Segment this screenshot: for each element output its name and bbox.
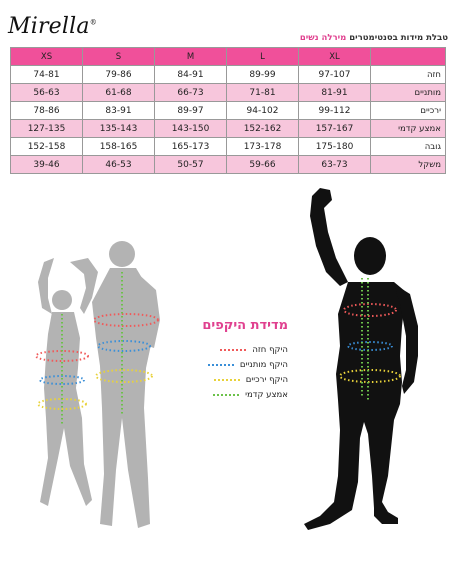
size-table-header: [11, 48, 446, 66]
legend-label: היקף מותניים: [239, 359, 288, 370]
table-cell: 50-57: [155, 156, 227, 174]
table-row: [11, 66, 446, 84]
col-header-s: S: [83, 48, 155, 66]
table-title-prefix: טבלת מידות בסנטימטרים: [349, 33, 448, 43]
table-cell: 81-91: [299, 84, 371, 102]
legend-label: היקף חזה: [252, 344, 288, 355]
green-dotted-line-icon: [213, 394, 239, 396]
table-cell: 175-180: [299, 138, 371, 156]
couple-silhouette-illustration: [18, 238, 168, 538]
legend-label: היקף ירכיים: [245, 374, 288, 385]
table-cell: 74-81: [11, 66, 83, 84]
table-cell: 152-158: [11, 138, 83, 156]
table-cell: 97-107: [299, 66, 371, 84]
table-row: [11, 102, 446, 120]
legend-title: מדידת היקפים: [202, 318, 288, 333]
table-cell: 135-143: [83, 120, 155, 138]
table-title-brand: מירלה נשים: [299, 33, 347, 43]
yellow-dotted-line-icon: [214, 379, 240, 381]
red-dotted-line-icon: [220, 349, 246, 351]
col-header-l: L: [227, 48, 299, 66]
row-label: אמצע קדמי: [371, 120, 446, 138]
row-label: גובה: [371, 138, 446, 156]
table-cell: 83-91: [83, 102, 155, 120]
table-cell: 157-167: [299, 120, 371, 138]
table-row: [11, 156, 446, 174]
legend-item-chest: [188, 342, 288, 357]
row-label: מותניים: [371, 84, 446, 102]
table-row: [11, 138, 446, 156]
table-cell: 165-173: [155, 138, 227, 156]
table-cell: 39-46: [11, 156, 83, 174]
row-label: חזה: [371, 66, 446, 84]
table-cell: 99-112: [299, 102, 371, 120]
table-cell: 152-162: [227, 120, 299, 138]
legend-item-front: [188, 387, 288, 402]
legend-item-waist: [188, 357, 288, 372]
table-cell: 143-150: [155, 120, 227, 138]
table-cell: 158-165: [83, 138, 155, 156]
table-cell: 89-99: [227, 66, 299, 84]
table-title: [300, 33, 448, 43]
legend-label: אמצע קדמי: [245, 389, 288, 400]
table-cell: 61-68: [83, 84, 155, 102]
table-cell: 71-81: [227, 84, 299, 102]
table-cell: 94-102: [227, 102, 299, 120]
table-cell: 59-66: [227, 156, 299, 174]
table-row: [11, 84, 446, 102]
col-header-m: M: [155, 48, 227, 66]
col-header-xl: XL: [299, 48, 371, 66]
table-cell: 66-73: [155, 84, 227, 102]
col-header-xs: XS: [11, 48, 83, 66]
table-cell: 78-86: [11, 102, 83, 120]
table-cell: 63-73: [299, 156, 371, 174]
measurement-legend: [188, 318, 288, 402]
table-cell: 173-178: [227, 138, 299, 156]
col-header-measure: [371, 48, 446, 66]
legend-item-hips: [188, 372, 288, 387]
table-cell: 89-97: [155, 102, 227, 120]
dancer-silhouette-illustration: [290, 186, 440, 546]
table-cell: 127-135: [11, 120, 83, 138]
table-row: [11, 120, 446, 138]
table-cell: 79-86: [83, 66, 155, 84]
blue-dotted-line-icon: [208, 364, 234, 366]
size-table: [10, 47, 446, 174]
table-cell: 84-91: [155, 66, 227, 84]
row-label: משקל: [371, 156, 446, 174]
table-cell: 46-53: [83, 156, 155, 174]
row-label: ירכיים: [371, 102, 446, 120]
table-cell: 56-63: [11, 84, 83, 102]
mirella-logo: Mirella®: [8, 14, 97, 39]
